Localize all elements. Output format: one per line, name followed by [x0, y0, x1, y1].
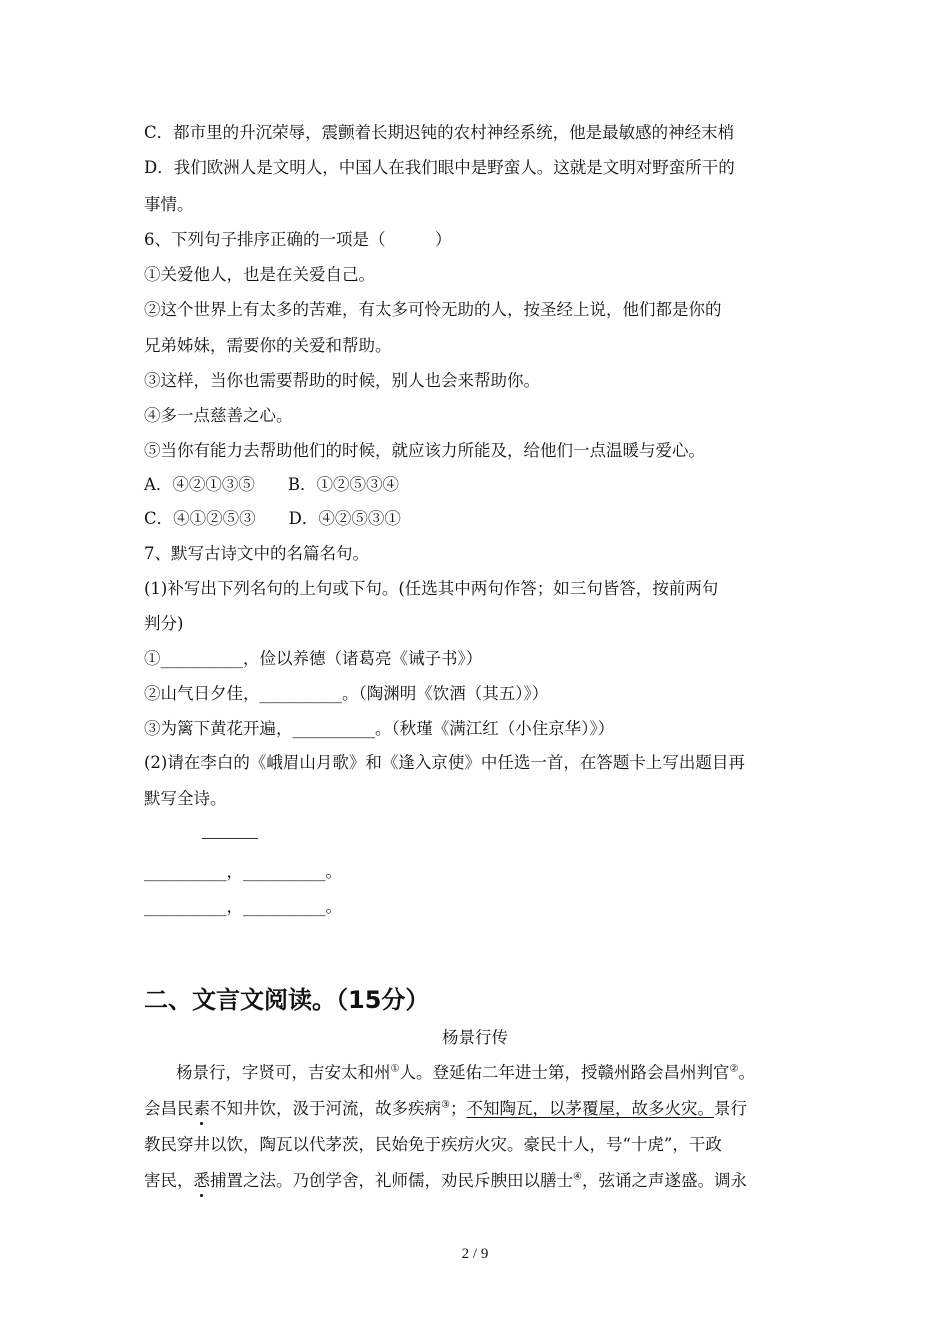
q7-part1-line1: (1)补写出下列名句的上句或下句。(任选其中两句作答；如三句皆答，按前两句 [144, 579, 719, 598]
passage-text: 捕置之法。乃创学舍，礼师儒，劝民斥腴田以膳士 [210, 1171, 573, 1190]
emphasis-dotted-char: 素 [193, 1099, 210, 1118]
q6-sentence-1: ①关爱他人，也是在关爱自己。 [144, 265, 375, 284]
q7-item-1: ①__________，俭以养德（诸葛亮《诫子书》） [144, 649, 483, 668]
q6-stem: 6、下列句子排序正确的一项是（ ） [144, 230, 452, 249]
q7-item-3: ③为篱下黄花开遍，__________。（秋瑾《满江红（小住京华）》） [144, 719, 615, 738]
q7-part2-line2: 默写全诗。 [144, 789, 227, 808]
footnote-marker: ③ [441, 1099, 450, 1111]
passage-text: 景行 [713, 1099, 747, 1118]
q5-option-d-line2: 事情。 [144, 195, 194, 214]
passage-line-1 [176, 1062, 755, 1084]
passage-text: ； [449, 1099, 467, 1118]
q6-sentence-3: ③这样，当你也需要帮助的时候，别人也会来帮助你。 [144, 371, 540, 390]
passage-line-4 [144, 1170, 747, 1192]
section-2-heading: 二、文言文阅读。（15分） [144, 986, 430, 1014]
q7-part1-line2: 判分) [144, 614, 184, 633]
poem-title-blank [202, 838, 258, 839]
q5-option-d-line1: D．我们欧洲人是文明人，中国人在我们眼中是野蛮人。这就是文明对野蛮所干的 [144, 158, 735, 177]
passage-text: 杨景行，字贤可，吉安太和州 [176, 1063, 391, 1082]
passage-title: 杨景行传 [442, 1028, 508, 1047]
page-number: 2 / 9 [461, 1246, 489, 1262]
footnote-marker: ② [729, 1063, 739, 1075]
passage-text: 。 [738, 1063, 755, 1082]
footnote-marker: ④ [573, 1171, 582, 1183]
passage-text: 人。登延佑二年进士第，授赣州路会昌州判官 [399, 1063, 730, 1082]
q7-part2-line1: (2)请在李白的《峨眉山月歌》和《逢入京使》中任选一首，在答题卡上写出题目再 [144, 753, 745, 772]
q7-answer-line-2: __________，__________。 [144, 897, 342, 916]
q6-sentence-2-line2: 兄弟姊妹，需要你的关爱和帮助。 [144, 336, 392, 355]
q6-sentence-4: ④多一点慈善之心。 [144, 406, 293, 425]
q7-answer-line-1: __________，__________。 [144, 862, 342, 881]
q6-sentence-2-line1: ②这个世界上有太多的苦难，有太多可怜无助的人，按圣经上说，他们都是你的 [144, 300, 722, 319]
q5-option-c: C．都市里的升沉荣辱，震颤着长期迟钝的农村神经系统，他是最敏感的神经末梢 [144, 123, 735, 142]
passage-text: 会昌民 [144, 1099, 194, 1118]
q7-stem: 7、默写古诗文中的名篇名句。 [144, 544, 369, 563]
q6-sentence-5: ⑤当你有能力去帮助他们的时候，就应该力所能及，给他们一点温暖与爱心。 [144, 441, 705, 460]
emphasis-dotted-char: 悉 [193, 1171, 210, 1190]
q6-options-cd: C．④①②⑤③ D．④②⑤③① [144, 509, 401, 528]
underlined-sentence: 不知陶瓦，以茅覆屋，故多火灾。 [466, 1099, 714, 1118]
footnote-marker: ① [390, 1063, 400, 1075]
q6-options-ab: A．④②①③⑤ B．①②⑤③④ [144, 475, 400, 494]
q7-item-2: ②山气日夕佳，__________。（陶渊明《饮酒（其五）》） [144, 684, 549, 703]
passage-line-3: 教民穿井以饮，陶瓦以代茅茨，民始免于疾疠火灾。豪民十人，号“十虎”，干政 [144, 1135, 722, 1154]
passage-text: 害民， [144, 1171, 194, 1190]
passage-text: 不知井饮，汲于河流，故多疾病 [210, 1099, 441, 1118]
passage-line-2 [144, 1098, 747, 1120]
passage-text: ，弦诵之声遂盛。调永 [581, 1171, 747, 1190]
